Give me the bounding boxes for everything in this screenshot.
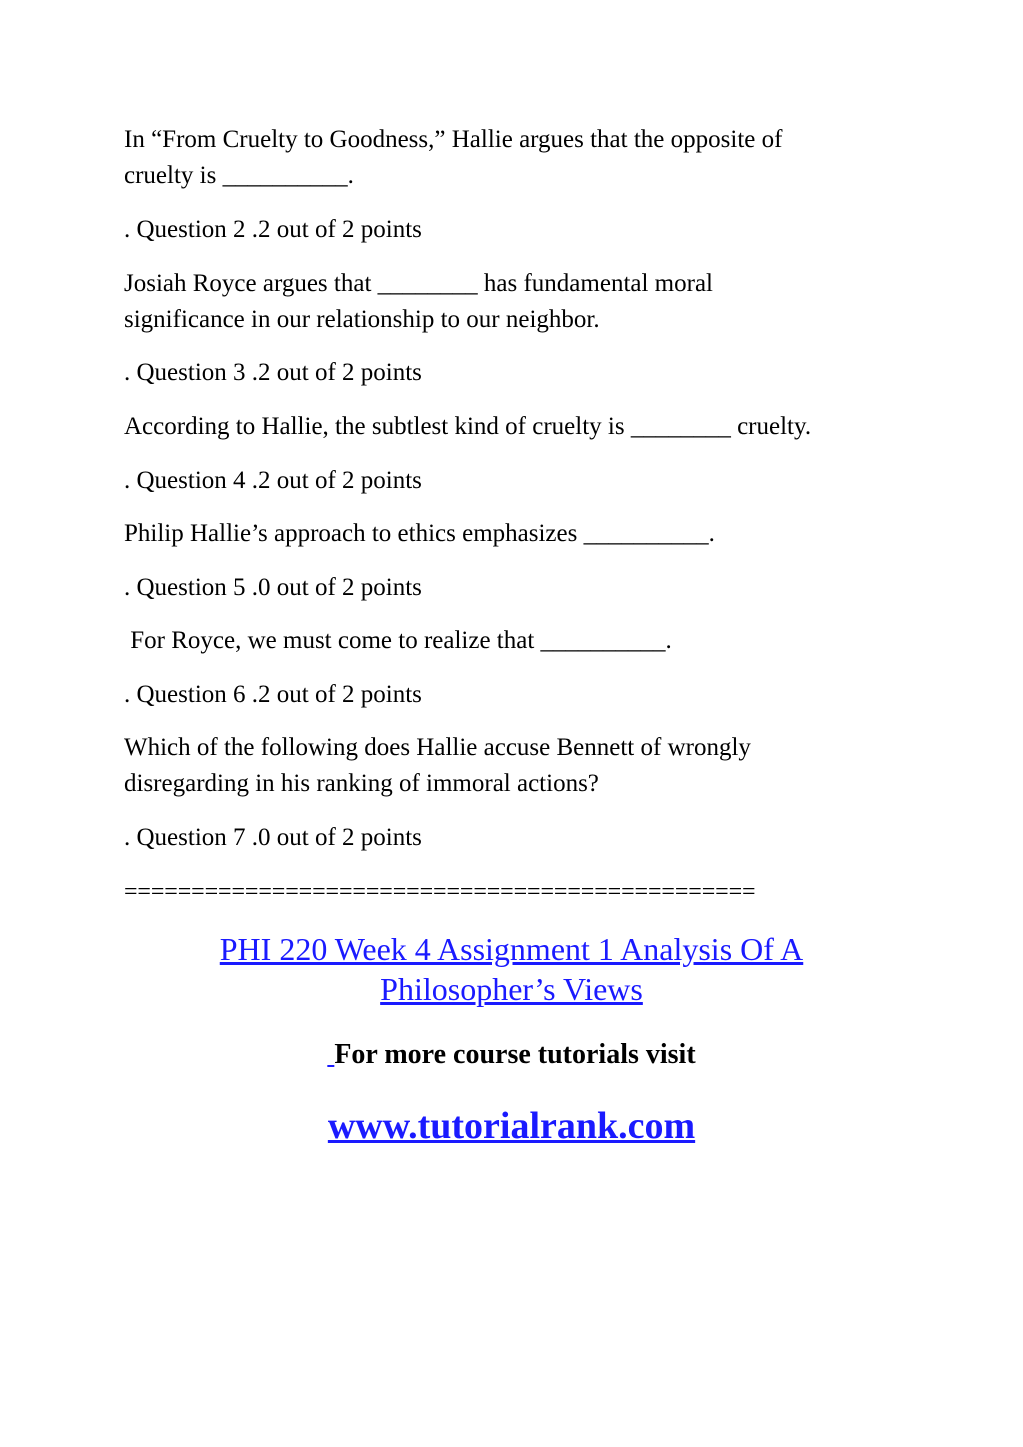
question-6-header: . Question 6 .2 out of 2 points <box>124 681 422 708</box>
question-2-text-line-2: significance in our relationship to our neighbor. <box>124 306 600 333</box>
question-1-text-line-1: In “From Cruelty to Goodness,” Hallie argues that the opposite of <box>124 126 783 153</box>
separator-line: =============================================== <box>124 879 756 905</box>
question-5-text: For Royce, we must come to realize that __________. <box>124 627 672 654</box>
question-6-text-line-1: Which of the following does Hallie accuse Bennett of wrongly <box>124 734 751 761</box>
question-1-text-line-2: cruelty is __________. <box>124 162 354 189</box>
assignment-title-link-line-2[interactable]: Philosopher’s Views <box>380 971 643 1007</box>
question-5-header: . Question 5 .0 out of 2 points <box>124 574 422 601</box>
question-4-text: Philip Hallie’s approach to ethics emphasizes __________. <box>124 520 715 547</box>
tutorialrank-site-link[interactable]: www.tutorialrank.com <box>327 1105 696 1147</box>
question-3-header: . Question 3 .2 out of 2 points <box>124 359 422 386</box>
course-tutorials-note <box>0 1037 1023 1073</box>
question-4-header: . Question 4 .2 out of 2 points <box>124 467 422 494</box>
question-2-text-line-1: Josiah Royce argues that ________ has fundamental moral <box>124 270 713 297</box>
course-tutorials-text: For more course tutorials visit <box>334 1039 696 1070</box>
question-7-header: . Question 7 .0 out of 2 points <box>124 824 422 851</box>
question-3-text: According to Hallie, the subtlest kind of cruelty is ________ cruelty. <box>124 413 812 440</box>
assignment-title-link-line-1[interactable]: PHI 220 Week 4 Assignment 1 Analysis Of A <box>219 931 804 967</box>
question-6-text-line-2: disregarding in his ranking of immoral actions? <box>124 770 599 797</box>
question-2-header: . Question 2 .2 out of 2 points <box>124 216 422 243</box>
